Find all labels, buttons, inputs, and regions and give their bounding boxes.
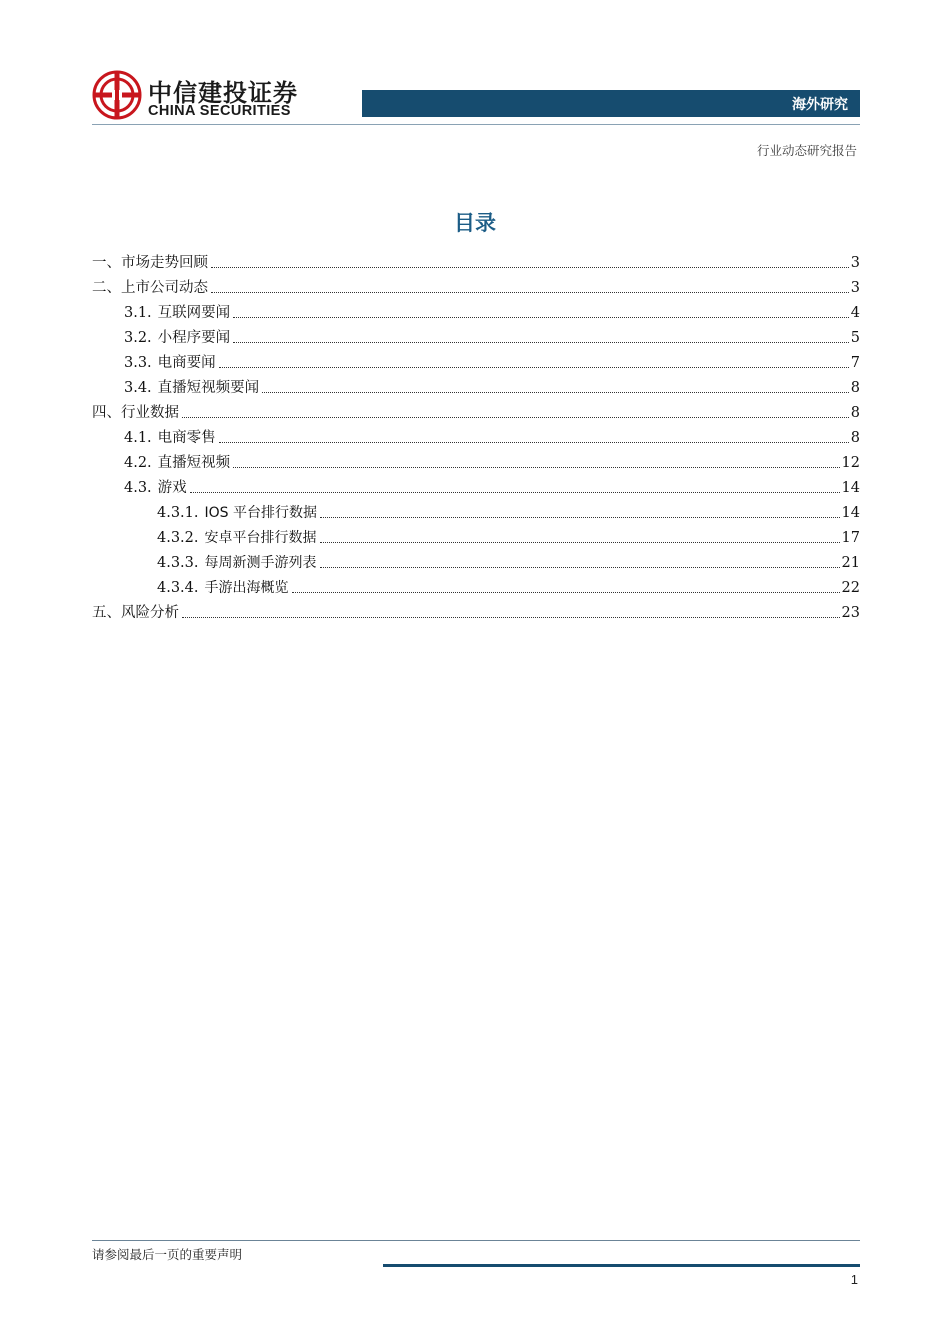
footer-divider [92,1240,860,1241]
toc-entry[interactable] [92,298,860,323]
toc-entry-number: 3.3. [124,355,152,371]
toc-dot-leader [320,567,840,568]
header-divider [92,124,860,125]
toc-entry[interactable] [92,598,860,623]
disclaimer-note: 请参阅最后一页的重要声明 [92,1247,243,1262]
toc-entry-title: 每周新测手游列表 [204,555,317,571]
toc-entry[interactable] [92,348,860,373]
toc-entry-number: 3.1. [124,305,152,321]
page-number: 1 [850,1272,858,1287]
toc-entry-page: 3 [850,255,860,271]
toc-entry-page: 14 [841,480,860,496]
toc-entry-number: 4.3.2. [157,530,199,546]
toc-entry-page: 17 [841,530,860,546]
toc-entry-title: 一、市场走势回顾 [92,255,208,271]
toc-dot-leader [211,267,849,268]
toc-entry-title: 互联网要闻 [157,305,231,321]
toc-title: 目录 [454,211,496,235]
toc-entry-title: 电商要闻 [157,355,216,371]
toc-entry-page: 7 [850,355,860,371]
toc-entry-page: 21 [841,555,860,571]
brand-name-en: CHINA SECURITIES [148,103,291,119]
toc-entry-text [124,328,230,348]
toc-dot-leader [211,292,849,293]
toc-entry-number: 4.3.1. [157,505,199,521]
china-securities-logo-icon [92,70,142,120]
toc-entry-title: 手游出海概览 [204,580,289,596]
toc-entry-text [124,353,216,373]
header-band [362,90,860,117]
toc-dot-leader [262,392,849,393]
toc-dot-leader [182,417,849,418]
toc-dot-leader [219,442,849,443]
toc-entry-number: 4.2. [124,455,152,471]
toc-entry[interactable] [92,448,860,473]
toc-entry-text [157,528,317,548]
company-logo [92,70,352,126]
toc-entry-page: 14 [841,505,860,521]
toc-entry[interactable] [92,398,860,423]
toc-dot-leader [233,317,849,318]
toc-entry-text [157,553,317,573]
toc-entry-title: 游戏 [157,480,187,496]
toc-entry-text [92,253,208,273]
toc-dot-leader [233,342,849,343]
toc-entry-text [157,578,289,598]
toc-entry-title: 电商零售 [157,430,216,446]
brand-name-cn: 中信建投证券 [148,79,298,107]
toc-entry-title: 二、上市公司动态 [92,280,208,296]
toc-entry-number: 4.3. [124,480,152,496]
toc-entry-page: 4 [850,305,860,321]
toc-entry-page: 12 [841,455,860,471]
toc-entry-page: 8 [850,380,860,396]
toc-entry[interactable] [92,323,860,348]
toc-dot-leader [320,517,840,518]
toc-entry-title: 四、行业数据 [92,405,179,421]
toc-entry-page: 5 [850,330,860,346]
toc-dot-leader [292,592,840,593]
toc-entry-text [92,278,208,298]
toc-dot-leader [233,467,839,468]
toc-entry[interactable] [92,273,860,298]
toc-entry[interactable] [92,548,860,573]
toc-entry[interactable] [92,423,860,448]
toc-entry-page: 22 [841,580,860,596]
toc-dot-leader [190,492,840,493]
toc-entry-number: 4.1. [124,430,152,446]
toc-entry-page: 8 [850,430,860,446]
footer-accent-bar [383,1264,860,1267]
toc-entry-text [124,303,230,323]
toc-entry-number: 4.3.3. [157,555,199,571]
toc-entry-title: 小程序要闻 [157,330,231,346]
toc-entry[interactable] [92,373,860,398]
toc-entry-number: 3.4. [124,380,152,396]
toc-entry[interactable] [92,573,860,598]
toc-dot-leader [320,542,840,543]
toc-entry-title: 安卓平台排行数据 [204,530,317,546]
toc-entry-title: 直播短视频要闻 [157,380,260,396]
report-type: 行业动态研究报告 [756,143,857,158]
toc-entry[interactable] [92,498,860,523]
toc-entry-title: 五、风险分析 [92,605,179,621]
toc-entry-text [92,603,179,623]
toc-entry-page: 8 [850,405,860,421]
toc-entry[interactable] [92,248,860,273]
toc-dot-leader [219,367,849,368]
toc-entry-page: 23 [841,605,860,621]
section-label: 海外研究 [792,97,848,113]
toc-entry[interactable] [92,473,860,498]
toc-entry-text [124,428,216,448]
toc-entry-text [92,403,179,423]
toc-dot-leader [182,617,840,618]
toc-entry-title: 直播短视频 [157,455,231,471]
toc-entry-number: 3.2. [124,330,152,346]
toc-entry-text [157,503,317,523]
toc-entry-number: 4.3.4. [157,580,199,596]
toc-entry-text [124,378,259,398]
toc-entry[interactable] [92,523,860,548]
table-of-contents [92,248,860,623]
toc-entry-text [124,453,230,473]
toc-entry-page: 3 [850,280,860,296]
toc-entry-text [124,478,187,498]
toc-entry-title: IOS 平台排行数据 [204,505,318,521]
